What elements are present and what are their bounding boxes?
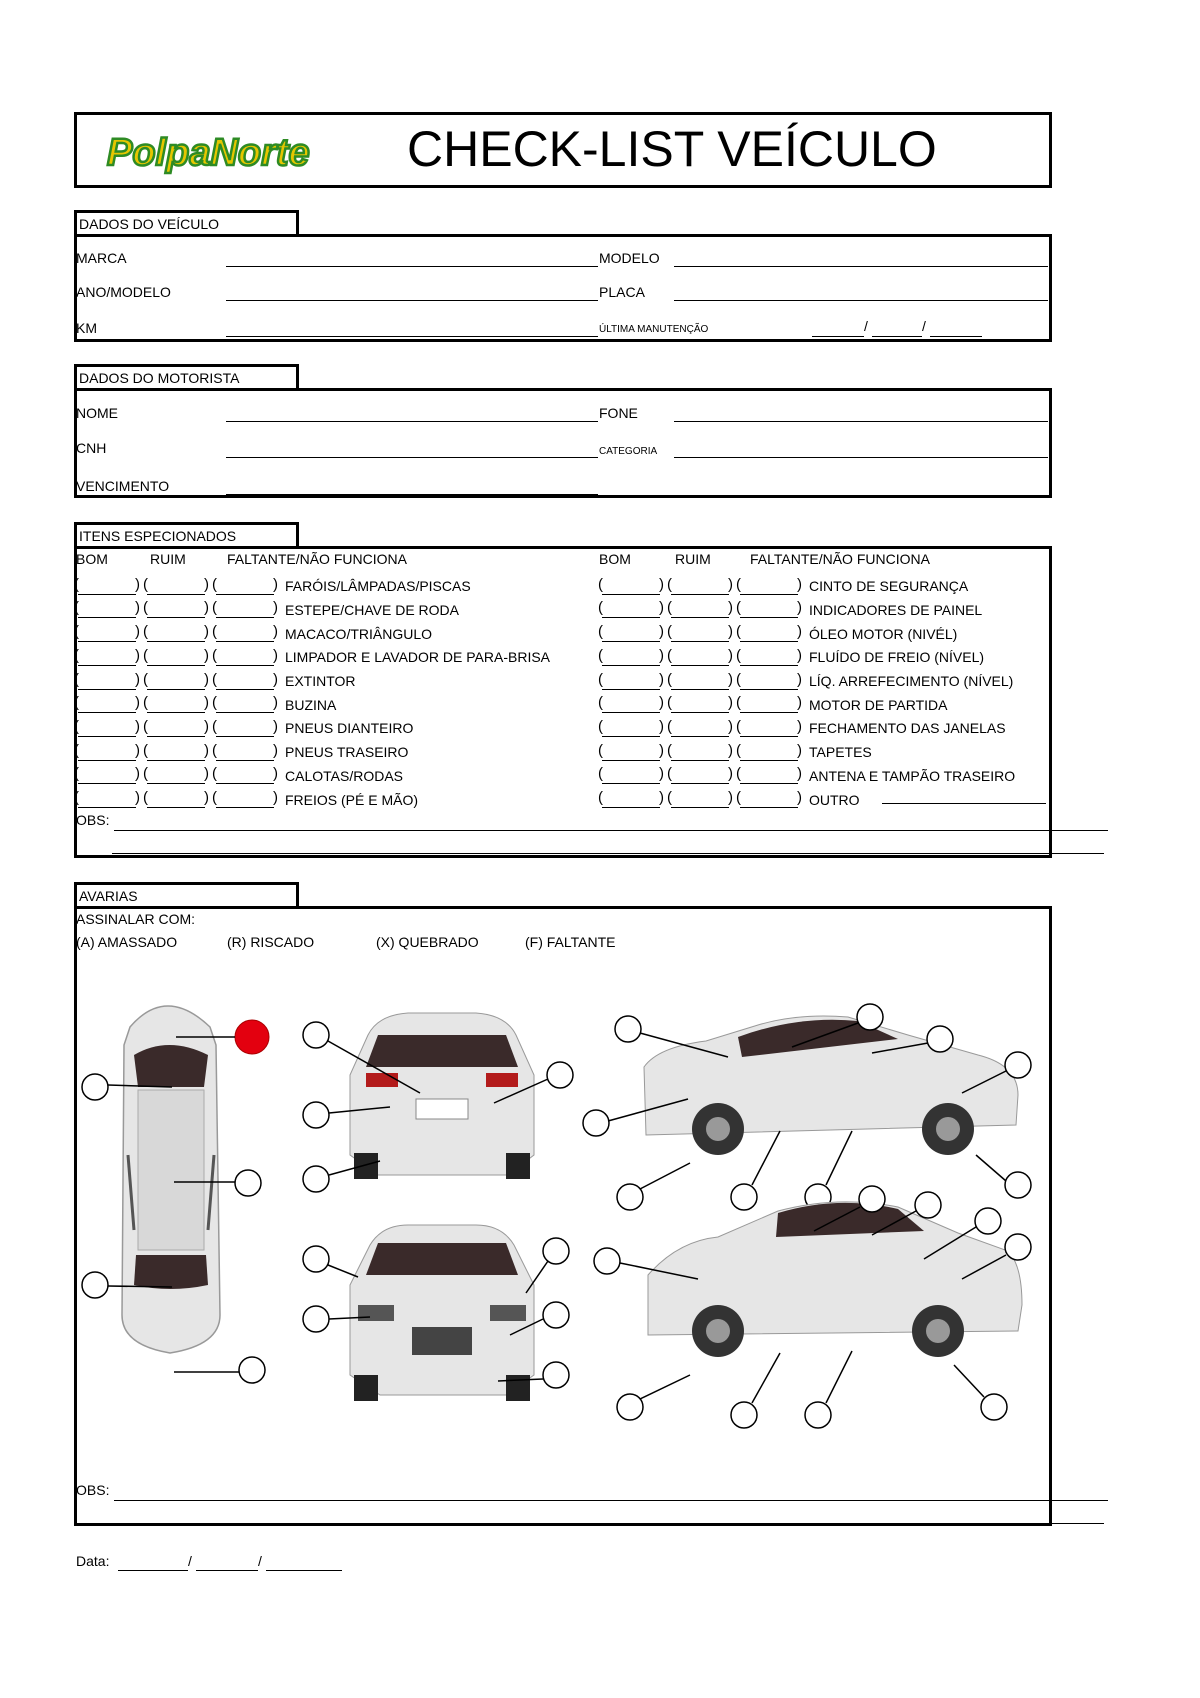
checkbox-faltante[interactable] <box>740 625 798 642</box>
item-label: CALOTAS/RODAS <box>285 767 403 784</box>
checkbox-ruim[interactable] <box>147 625 205 642</box>
label-km: KM <box>76 320 97 336</box>
checkbox-bom[interactable] <box>602 696 660 713</box>
checkbox-ruim[interactable] <box>147 791 205 808</box>
item-label: FARÓIS/LÂMPADAS/PISCAS <box>285 578 471 595</box>
field-data-mes[interactable] <box>196 1570 258 1571</box>
checkbox-ruim[interactable] <box>671 767 729 784</box>
checkbox-ruim[interactable] <box>671 791 729 808</box>
damage-spot-side1-5[interactable] <box>583 1110 609 1136</box>
checkbox-bom[interactable] <box>78 696 136 713</box>
item-label: BUZINA <box>285 696 337 713</box>
item-row-right-1 <box>602 598 982 620</box>
field-obs-damage-1[interactable] <box>114 1500 1108 1501</box>
car-front-view <box>350 1225 534 1401</box>
damage-spot-top-3[interactable] <box>82 1272 108 1298</box>
damage-spot-side1-2[interactable] <box>857 1004 883 1030</box>
field-ano-modelo[interactable] <box>226 300 598 301</box>
vehicle-box <box>74 234 1052 342</box>
item-row-right-3 <box>602 645 984 667</box>
damage-spot-side2-3[interactable] <box>975 1208 1001 1234</box>
checkbox-faltante[interactable] <box>216 791 274 808</box>
label-vencimento: VENCIMENTO <box>76 478 170 494</box>
legend-quebrado: (X) QUEBRADO <box>376 934 479 950</box>
item-row-left-3 <box>78 645 550 667</box>
damage-spot-front-1[interactable] <box>303 1246 329 1272</box>
header-ruim-right: RUIM <box>675 551 711 567</box>
checkbox-ruim[interactable] <box>671 649 729 666</box>
section-tab-items: ITENS ESPECIONADOS <box>74 522 299 546</box>
checkbox-faltante[interactable] <box>216 696 274 713</box>
damage-spot-side1-6[interactable] <box>617 1184 643 1210</box>
label-ultima-manutencao: ÚLTIMA MANUTENÇÃO <box>599 324 709 335</box>
section-tab-damage: AVARIAS <box>74 882 299 906</box>
label-modelo: MODELO <box>599 250 660 266</box>
checkbox-faltante[interactable] <box>216 767 274 784</box>
item-label: EXTINTOR <box>285 673 356 690</box>
date-slash: / <box>864 318 868 334</box>
car-rear-view <box>350 1013 534 1179</box>
label-marca: MARCA <box>76 250 127 266</box>
checkbox-bom[interactable] <box>602 720 660 737</box>
damage-marker-red[interactable] <box>235 1020 269 1054</box>
checkbox-bom[interactable] <box>78 767 136 784</box>
field-fone[interactable] <box>674 421 1048 422</box>
checkbox-faltante[interactable] <box>740 767 798 784</box>
date-slash: / <box>188 1553 192 1569</box>
checkbox-faltante[interactable] <box>216 625 274 642</box>
car-side-view-lower <box>648 1202 1022 1357</box>
item-row-left-1 <box>78 598 459 620</box>
damage-spot-top-4[interactable] <box>239 1357 265 1383</box>
item-label: FECHAMENTO DAS JANELAS <box>809 720 1006 737</box>
section-tab-vehicle: DADOS DO VEÍCULO <box>74 210 299 234</box>
checkbox-bom[interactable] <box>78 625 136 642</box>
page-title: CHECK-LIST VEÍCULO <box>407 121 937 177</box>
checkbox-faltante[interactable] <box>216 673 274 690</box>
item-row-left-5 <box>78 693 336 715</box>
checkbox-bom[interactable] <box>602 791 660 808</box>
damage-instruction: ASSINALAR COM: <box>76 911 196 927</box>
item-label: MOTOR DE PARTIDA <box>809 696 948 713</box>
legend-amassado: (A) AMASSADO <box>76 934 178 950</box>
item-row-left-2 <box>78 621 432 643</box>
checkbox-ruim[interactable] <box>147 649 205 666</box>
label-cnh: CNH <box>76 440 107 456</box>
checkbox-faltante[interactable] <box>740 673 798 690</box>
damage-spot-side1-3[interactable] <box>927 1026 953 1052</box>
item-label: MACACO/TRIÂNGULO <box>285 625 433 642</box>
item-row-right-2 <box>602 621 957 643</box>
damage-spot-side2-1[interactable] <box>859 1186 885 1212</box>
checkbox-bom[interactable] <box>78 791 136 808</box>
item-label: FREIOS (PÉ E MÃO) <box>285 791 419 808</box>
checkbox-bom[interactable] <box>78 720 136 737</box>
damage-spot-side2-6[interactable] <box>617 1394 643 1420</box>
item-label: CINTO DE SEGURANÇA <box>809 578 969 595</box>
checkbox-ruim[interactable] <box>147 720 205 737</box>
header-faltante-right: FALTANTE/NÃO FUNCIONA <box>750 551 930 567</box>
field-categoria[interactable] <box>674 457 1048 458</box>
item-label: ESTEPE/CHAVE DE RODA <box>285 601 460 618</box>
checkbox-ruim[interactable] <box>147 744 205 761</box>
item-label: LÍQ. ARREFECIMENTO (NÍVEL) <box>809 673 1014 690</box>
checkbox-faltante[interactable] <box>740 696 798 713</box>
checkbox-faltante[interactable] <box>216 744 274 761</box>
damage-spot-front-2[interactable] <box>543 1238 569 1264</box>
checkbox-faltante[interactable] <box>740 791 798 808</box>
field-data-ano[interactable] <box>266 1570 342 1571</box>
checkbox-bom[interactable] <box>78 673 136 690</box>
driver-box <box>74 388 1052 498</box>
polpanorte-logo <box>105 125 315 177</box>
item-row-right-8 <box>602 764 1015 786</box>
legend-riscado: (R) RISCADO <box>227 934 315 950</box>
field-nome[interactable] <box>226 421 598 422</box>
field-modelo[interactable] <box>674 266 1048 267</box>
item-row-left-7 <box>78 740 408 762</box>
field-obs-items-2[interactable] <box>112 853 1104 854</box>
item-label: PNEUS TRASEIRO <box>285 744 409 761</box>
item-label: FLUÍDO DE FREIO (NÍVEL) <box>809 649 985 666</box>
date-slash: / <box>922 318 926 334</box>
damage-spot-front-4[interactable] <box>543 1302 569 1328</box>
field-vencimento[interactable] <box>226 494 598 495</box>
checkbox-faltante[interactable] <box>216 578 274 595</box>
label-obs-items: OBS: <box>76 812 110 828</box>
field-obs-items-1[interactable] <box>114 830 1108 831</box>
car-damage-diagram <box>78 975 1048 1445</box>
field-outro[interactable] <box>882 803 1046 804</box>
checkbox-ruim[interactable] <box>147 578 205 595</box>
checkbox-ruim[interactable] <box>671 601 729 618</box>
car-top-view <box>122 1006 220 1353</box>
svg-text:PolpaNorte: PolpaNorte <box>107 132 310 174</box>
item-row-left-6 <box>78 716 413 738</box>
checkbox-ruim[interactable] <box>147 696 205 713</box>
checkbox-bom[interactable] <box>602 601 660 618</box>
checkbox-ruim[interactable] <box>671 744 729 761</box>
damage-spot-side1-7[interactable] <box>731 1184 757 1210</box>
item-row-right-7 <box>602 740 872 762</box>
item-row-right-6 <box>602 716 1006 738</box>
checkbox-ruim[interactable] <box>671 696 729 713</box>
item-row-left-9 <box>78 787 418 809</box>
label-data: Data: <box>76 1553 110 1569</box>
label-nome: NOME <box>76 405 118 421</box>
checkbox-ruim[interactable] <box>671 720 729 737</box>
damage-spot-side1-9[interactable] <box>1005 1172 1031 1198</box>
checkbox-faltante[interactable] <box>216 601 274 618</box>
field-km[interactable] <box>226 336 598 337</box>
header-bom-right: BOM <box>599 551 631 567</box>
header-faltante-left: FALTANTE/NÃO FUNCIONA <box>227 551 407 567</box>
header-ruim-left: RUIM <box>150 551 186 567</box>
label-fone: FONE <box>599 405 638 421</box>
checkbox-bom[interactable] <box>602 649 660 666</box>
item-row-left-8 <box>78 764 403 786</box>
field-placa[interactable] <box>674 300 1048 301</box>
checkbox-bom[interactable] <box>602 744 660 761</box>
field-marca[interactable] <box>226 266 598 267</box>
checkbox-faltante[interactable] <box>740 744 798 761</box>
checkbox-faltante[interactable] <box>216 649 274 666</box>
item-label: ANTENA E TAMPÃO TRASEIRO <box>809 767 1016 784</box>
checkbox-ruim[interactable] <box>147 767 205 784</box>
damage-spot-rear-4[interactable] <box>303 1166 329 1192</box>
label-categoria: CATEGORIA <box>599 446 658 457</box>
checkbox-ruim[interactable] <box>147 673 205 690</box>
checkbox-faltante[interactable] <box>740 601 798 618</box>
damage-spot-rear-2[interactable] <box>547 1062 573 1088</box>
item-label: OUTRO <box>809 791 860 808</box>
checkbox-bom[interactable] <box>602 578 660 595</box>
section-tab-driver: DADOS DO MOTORISTA <box>74 364 299 388</box>
label-ano-modelo: ANO/MODELO <box>76 284 171 300</box>
item-row-right-0 <box>602 574 968 596</box>
damage-spot-front-5[interactable] <box>543 1362 569 1388</box>
damage-spot-top-2[interactable] <box>235 1170 261 1196</box>
checkbox-bom[interactable] <box>78 744 136 761</box>
header-bom-left: BOM <box>76 551 108 567</box>
field-ultima-mes[interactable] <box>872 336 922 337</box>
checkbox-ruim[interactable] <box>671 673 729 690</box>
header-box <box>74 112 1052 188</box>
checkbox-faltante[interactable] <box>740 720 798 737</box>
date-slash: / <box>258 1553 262 1569</box>
item-row-right-4 <box>602 669 1013 691</box>
damage-spot-rear-3[interactable] <box>303 1102 329 1128</box>
checkbox-ruim[interactable] <box>147 601 205 618</box>
checkbox-faltante[interactable] <box>740 649 798 666</box>
item-label: PNEUS DIANTEIRO <box>285 720 414 737</box>
field-ultima-dia[interactable] <box>812 336 864 337</box>
damage-spot-side2-7[interactable] <box>731 1402 757 1428</box>
damage-spot-side2-9[interactable] <box>981 1394 1007 1420</box>
checkbox-bom[interactable] <box>78 649 136 666</box>
checkbox-bom[interactable] <box>602 625 660 642</box>
label-placa: PLACA <box>599 284 645 300</box>
item-row-right-9 <box>602 787 860 809</box>
checkbox-faltante[interactable] <box>216 720 274 737</box>
checkbox-ruim[interactable] <box>671 578 729 595</box>
damage-spot-front-3[interactable] <box>303 1306 329 1332</box>
damage-spot-top-1[interactable] <box>82 1074 108 1100</box>
damage-spot-side2-4[interactable] <box>1005 1234 1031 1260</box>
item-label: INDICADORES DE PAINEL <box>809 601 983 618</box>
field-cnh[interactable] <box>226 457 598 458</box>
checkbox-bom[interactable] <box>602 673 660 690</box>
damage-spot-side1-1[interactable] <box>615 1016 641 1042</box>
item-row-left-0 <box>78 574 471 596</box>
checkbox-bom[interactable] <box>602 767 660 784</box>
item-label: ÓLEO MOTOR (NIVÉL) <box>809 625 958 642</box>
item-row-left-4 <box>78 669 356 691</box>
damage-spot-side2-8[interactable] <box>805 1402 831 1428</box>
item-row-right-5 <box>602 693 947 715</box>
label-obs-damage: OBS: <box>76 1482 110 1498</box>
checkbox-bom[interactable] <box>78 601 136 618</box>
damage-spot-rear-1[interactable] <box>303 1022 329 1048</box>
legend-faltante: (F) FALTANTE <box>525 934 616 950</box>
damage-spot-side1-4[interactable] <box>1005 1052 1031 1078</box>
item-label: LIMPADOR E LAVADOR DE PARA-BRISA <box>285 649 551 666</box>
checkbox-bom[interactable] <box>78 578 136 595</box>
item-label: TAPETES <box>809 744 872 761</box>
checkbox-ruim[interactable] <box>671 625 729 642</box>
field-obs-damage-2[interactable] <box>112 1523 1104 1524</box>
field-ultima-ano[interactable] <box>930 336 982 337</box>
damage-spot-side2-5[interactable] <box>594 1248 620 1274</box>
damage-spot-side2-2[interactable] <box>915 1192 941 1218</box>
checkbox-faltante[interactable] <box>740 578 798 595</box>
car-side-view-upper <box>644 1016 1018 1155</box>
field-data-dia[interactable] <box>118 1570 188 1571</box>
